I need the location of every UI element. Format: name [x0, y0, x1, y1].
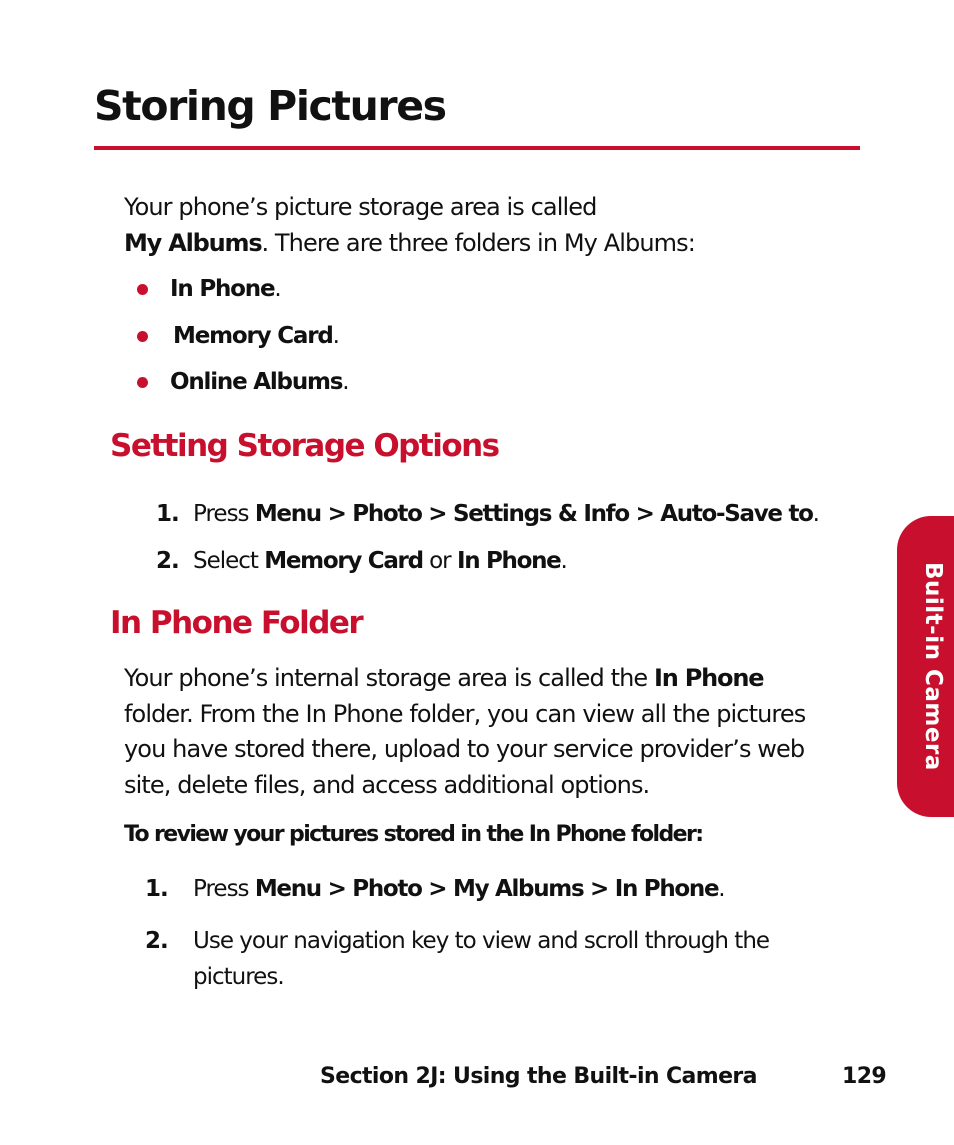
in-phone-step-2 [145, 923, 769, 995]
bullet-icon [137, 377, 148, 388]
side-tab-label: Built-in Camera [920, 562, 946, 771]
bullet-icon [137, 284, 148, 295]
in-phone-step-1 [145, 871, 725, 907]
bullet-icon [137, 331, 148, 342]
folder-item-in-phone: In Phone . [137, 276, 280, 302]
in-phone-term: In Phone [653, 664, 764, 692]
step-number: 2. [145, 928, 168, 954]
menu-path: Menu > Photo > Settings & Info > Auto-Save to [254, 501, 813, 527]
section-heading-storage-options: Setting Storage Options [110, 428, 499, 464]
intro-line-2: . There are three folders in My Albums: [261, 228, 695, 257]
footer-section-title: Section 2J: Using the Built-in Camera [320, 1064, 757, 1089]
folder-item-memory-card: Memory Card . [137, 323, 339, 349]
section-heading-in-phone-folder: In Phone Folder [110, 605, 363, 641]
folder-label: In Phone [170, 276, 275, 302]
title-rule [94, 146, 860, 150]
step-text: Press Menu > Photo > Settings & Info > Auto-Save to. [193, 501, 819, 527]
my-albums-term: My Albums [124, 228, 262, 257]
menu-path: Menu > Photo > My Albums > In Phone [254, 876, 719, 902]
step-text: Use your navigation key to view and scroll through the pictures. [193, 928, 770, 990]
in-phone-paragraph: Your phone’s internal storage area is called the In Phone folder. From the In Phone folder, you can view all the pictures you have stored there, upload to your service provider’s web site, delete files, and access additional options. [124, 664, 806, 799]
step-number: 1. [156, 501, 179, 527]
folder-label: Memory Card [173, 323, 333, 349]
option-memory-card: Memory Card [264, 548, 423, 574]
step-number: 1. [145, 876, 168, 902]
step-number: 2. [156, 548, 179, 574]
page-title: Storing Pictures [94, 82, 446, 130]
procedure-heading: To review your pictures stored in the In Phone folder: [124, 822, 703, 847]
storage-step-1 [156, 496, 819, 532]
step-text: Select Memory Card or In Phone. [193, 548, 567, 574]
page-number: 129 [842, 1064, 887, 1089]
folder-item-online-albums: Online Albums . [137, 369, 348, 395]
storage-step-2 [156, 543, 567, 579]
step-text: Press Menu > Photo > My Albums > In Phone. [193, 876, 725, 902]
option-in-phone: In Phone [456, 548, 561, 574]
folder-label: Online Albums [170, 369, 343, 395]
intro-paragraph [124, 190, 695, 261]
intro-line-1: Your phone’s picture storage area is called [124, 193, 597, 221]
